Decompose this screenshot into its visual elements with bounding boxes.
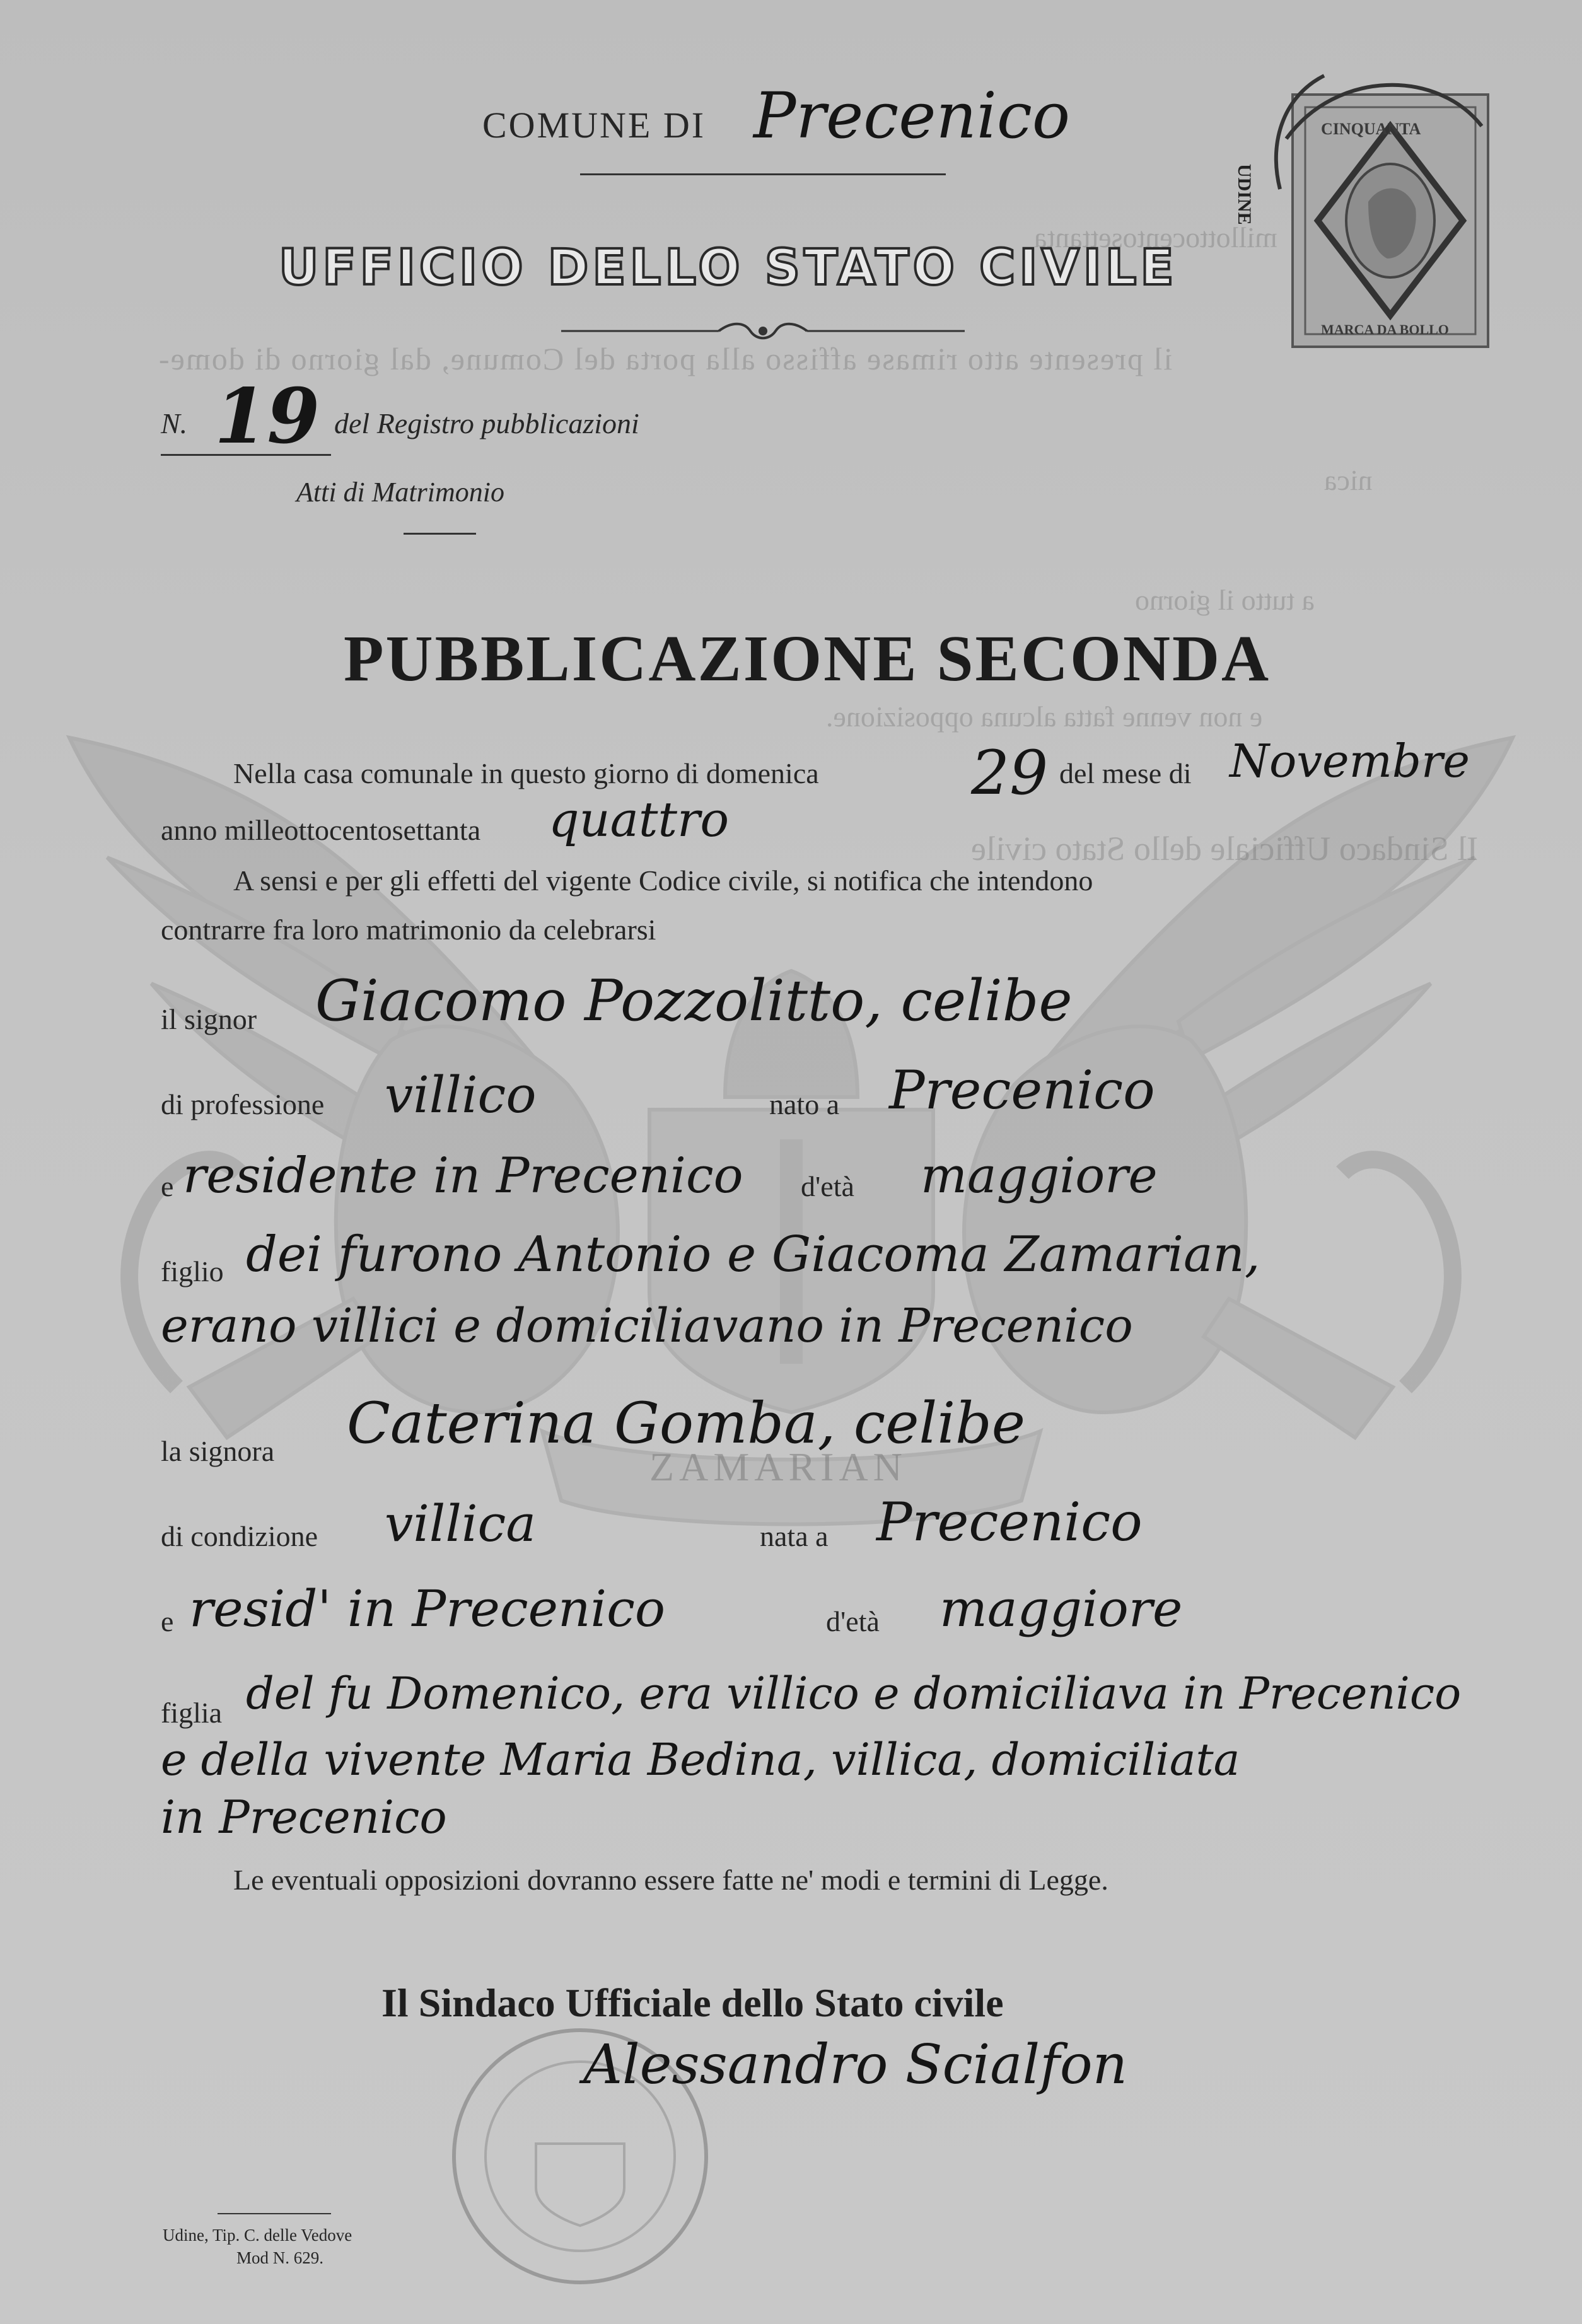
revenue-stamp-icon xyxy=(1261,57,1501,353)
comune-underline xyxy=(580,173,946,175)
intro-line1-mid: del mese di xyxy=(1059,757,1192,789)
intro-line2-pre: anno milleottocentosettanta xyxy=(161,814,481,846)
bride-parents-line1: del fu Domenico, era villico e domiciliava in Precenico xyxy=(246,1668,1462,1719)
groom-name: Giacomo Pozzolitto, celibe xyxy=(315,968,1073,1034)
document-title: PUBBLICAZIONE SECONDA xyxy=(344,622,1271,695)
month-value: Novembre xyxy=(1230,735,1470,787)
oppositions-text: Le eventuali opposizioni dovranno essere fatte ne' modi e termini di Legge. xyxy=(233,1864,1108,1896)
registry-sub: Atti di Matrimonio xyxy=(296,477,504,508)
bride-label: la signora xyxy=(161,1435,275,1467)
bride-residence: resid' in Precenico xyxy=(189,1579,666,1638)
bride-age: maggiore xyxy=(939,1579,1183,1638)
groom-parents-label: figlio xyxy=(161,1255,224,1287)
bleed-through-line-6: Il Sindaco Ufficiale dello Stato civile xyxy=(971,830,1479,868)
number-value: 19 xyxy=(214,372,320,461)
signature: Alessandro Scialfon xyxy=(583,2033,1128,2096)
footer-printer: Udine, Tip. C. delle Vedove xyxy=(163,2226,352,2245)
bleed-through-line-4: a tutto il giorno xyxy=(1135,584,1315,616)
intro-line4: contrarre fra loro matrimonio da celebrarsi xyxy=(161,914,656,946)
day-value: 29 xyxy=(971,738,1049,808)
bleed-through-line-1: millottocentosettanta xyxy=(1034,221,1277,253)
bride-name: Caterina Gomba, celibe xyxy=(347,1390,1026,1456)
registry-label: del Registro pubblicazioni xyxy=(334,407,639,439)
footer-rule xyxy=(218,2213,331,2214)
bride-age-label: d'età xyxy=(826,1605,880,1637)
bride-condition: villica xyxy=(385,1494,537,1553)
registry-underline xyxy=(404,533,476,535)
comune-name: Precenico xyxy=(753,79,1071,153)
bride-born-label: nata a xyxy=(760,1520,829,1552)
groom-parents-line1: dei furono Antonio e Giacoma Zamarian, xyxy=(246,1226,1260,1283)
bride-parents-label: figlia xyxy=(161,1697,223,1729)
ornamental-divider xyxy=(561,315,965,347)
year-word: quattro xyxy=(549,791,730,847)
groom-age: maggiore xyxy=(921,1147,1158,1204)
groom-parents-line2: erano villici e domiciliavano in Precenico xyxy=(161,1299,1133,1353)
office-title: UFFICIO DELLO STATO CIVILE xyxy=(279,240,1178,296)
groom-label: il signor xyxy=(161,1003,257,1035)
stamp-postmark: UDINE xyxy=(1234,164,1255,225)
bride-born: Precenico xyxy=(876,1491,1143,1553)
number-underline xyxy=(161,454,331,456)
watermark-text: ZAMARIAN xyxy=(649,1444,907,1489)
bride-condition-label: di condizione xyxy=(161,1520,318,1552)
footer-model: Mod N. 629. xyxy=(236,2248,324,2267)
bride-residence-prefix: e xyxy=(161,1605,174,1637)
number-prefix: N. xyxy=(161,407,188,439)
intro-line1-pre: Nella casa comunale in questo giorno di domenica xyxy=(233,757,819,789)
groom-age-label: d'età xyxy=(801,1170,854,1202)
groom-residence: residente in Precenico xyxy=(183,1147,743,1204)
groom-profession-label: di professione xyxy=(161,1088,325,1120)
intro-line3: A sensi e per gli effetti del vigente Codice civile, si notifica che intendono xyxy=(233,864,1093,897)
comune-label: COMUNE DI xyxy=(482,105,706,146)
bride-parents-line2: e della vivente Maria Bedina, villica, domiciliata xyxy=(161,1734,1240,1786)
groom-born: Precenico xyxy=(889,1059,1155,1121)
signatory-title: Il Sindaco Ufficiale dello Stato civile xyxy=(381,1980,1004,2025)
revenue-stamp xyxy=(1234,57,1501,353)
groom-born-label: nato a xyxy=(769,1088,840,1120)
groom-profession: villico xyxy=(385,1066,537,1124)
bleed-through-line-5: e non venne fatta alcuna opposizione. xyxy=(826,700,1263,733)
bleed-through-line-3: nica xyxy=(1324,464,1373,496)
stamp-legend: MARCA DA BOLLO xyxy=(1321,322,1449,337)
bride-parents-line3: in Precenico xyxy=(161,1791,447,1844)
bleed-through-line-2: il presente atto rimase affisso alla porta del Comune, dal giorno di dome- xyxy=(158,341,1173,376)
groom-residence-prefix: e xyxy=(161,1170,174,1202)
stamp-denomination: CINQUANTA xyxy=(1321,120,1421,138)
